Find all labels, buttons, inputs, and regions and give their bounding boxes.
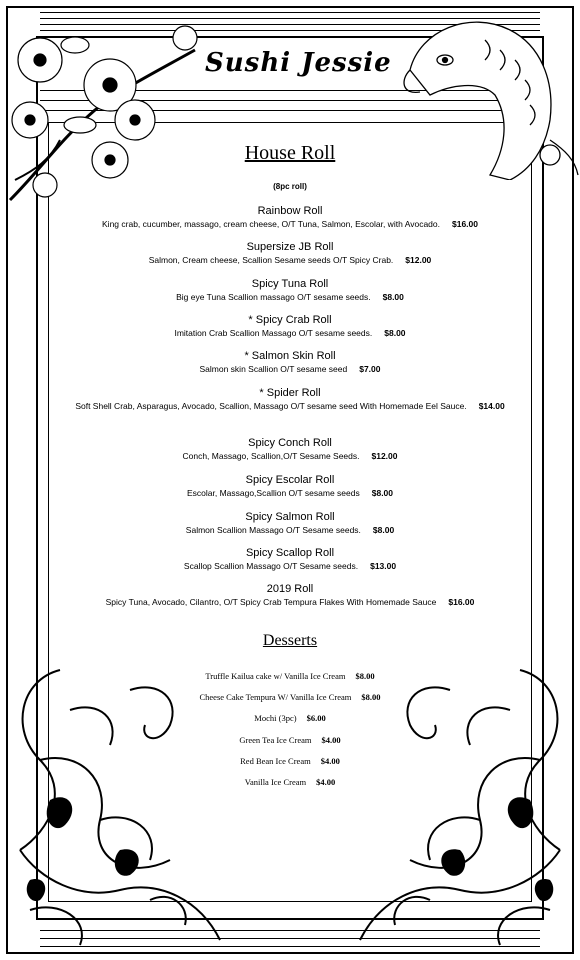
house-roll-title: House Roll xyxy=(244,142,336,164)
roll-item xyxy=(60,386,520,412)
roll-price: $16.00 xyxy=(448,597,475,607)
roll-item xyxy=(50,204,530,230)
dessert-name: Mochi (3pc) xyxy=(254,713,297,723)
roll-desc-text: Salmon Scallion Massago O/T Sesame seeds. xyxy=(185,525,361,535)
roll-desc-text: Salmon skin Scallion O/T sesame seed xyxy=(199,364,348,374)
dessert-name: Green Tea Ice Cream xyxy=(239,735,312,745)
roll-description xyxy=(60,524,520,536)
dessert-item xyxy=(0,777,580,787)
dessert-name: Truffle Kailua cake w/ Vanilla Ice Cream xyxy=(205,671,346,681)
roll-name: * Salmon Skin Roll xyxy=(244,350,336,362)
dessert-price: $4.00 xyxy=(321,735,341,745)
roll-desc-text: King crab, cucumber, massago, cream cheese, O/T Tuna, Salmon, Escolar, with Avocado. xyxy=(102,219,440,229)
roll-item xyxy=(60,436,520,462)
roll-name: Spicy Conch Roll xyxy=(248,437,332,449)
roll-name: * Spider Roll xyxy=(259,387,321,399)
roll-name: Rainbow Roll xyxy=(257,205,323,217)
roll-item xyxy=(60,277,520,303)
roll-item xyxy=(60,473,520,499)
dessert-price: $4.00 xyxy=(316,777,336,787)
roll-price: $8.00 xyxy=(384,328,406,338)
roll-desc-text: Salmon, Cream cheese, Scallion Sesame seeds O/T Spicy Crab. xyxy=(148,255,394,265)
roll-description xyxy=(50,596,530,608)
dessert-name: Red Bean Ice Cream xyxy=(240,756,311,766)
roll-name: Spicy Tuna Roll xyxy=(251,278,329,290)
dessert-item xyxy=(0,692,580,702)
roll-desc-text: Conch, Massago, Scallion,O/T Sesame Seeds. xyxy=(182,451,360,461)
roll-item xyxy=(60,313,520,339)
dessert-item xyxy=(0,713,580,723)
roll-price: $12.00 xyxy=(405,255,432,265)
roll-price: $7.00 xyxy=(359,364,381,374)
dessert-price: $8.00 xyxy=(355,671,375,681)
roll-item xyxy=(60,510,520,536)
roll-name: Spicy Escolar Roll xyxy=(245,474,335,486)
roll-description xyxy=(60,254,520,266)
roll-price: $14.00 xyxy=(478,401,505,411)
roll-description xyxy=(60,327,520,339)
roll-description xyxy=(60,400,520,412)
dessert-name: Vanilla Ice Cream xyxy=(244,777,307,787)
roll-desc-text: Big eye Tuna Scallion massago O/T sesame seeds. xyxy=(176,292,371,302)
roll-price: $8.00 xyxy=(372,525,395,535)
roll-desc-text: Scallop Scallion Massago O/T Sesame seeds. xyxy=(183,561,359,571)
dessert-item xyxy=(0,756,580,766)
roll-description xyxy=(60,560,520,572)
roll-description xyxy=(60,291,520,303)
roll-desc-text: Escolar, Massago,Scallion O/T sesame seeds xyxy=(186,488,360,498)
desserts-title: Desserts xyxy=(262,632,318,649)
roll-price: $8.00 xyxy=(371,488,394,498)
roll-description xyxy=(50,218,530,230)
roll-description xyxy=(60,487,520,499)
roll-item xyxy=(60,349,520,375)
dessert-name: Cheese Cake Tempura W/ Vanilla Ice Cream xyxy=(199,692,352,702)
restaurant-logo: Sushi Jessie xyxy=(205,48,392,78)
roll-item xyxy=(60,546,520,572)
roll-desc-text: Soft Shell Crab, Asparagus, Avocado, Scallion, Massago O/T sesame seed With Homemade Eel Sauce. xyxy=(75,401,467,411)
dessert-item xyxy=(0,671,580,681)
roll-price: $13.00 xyxy=(370,561,397,571)
dessert-price: $6.00 xyxy=(306,713,326,723)
roll-price: $12.00 xyxy=(371,451,398,461)
dessert-price: $4.00 xyxy=(320,756,340,766)
roll-item xyxy=(50,582,530,608)
roll-name: Supersize JB Roll xyxy=(246,241,334,253)
roll-price: $16.00 xyxy=(451,219,478,229)
roll-desc-text: Spicy Tuna, Avocado, Cilantro, O/T Spicy Crab Tempura Flakes With Homemade Sauce xyxy=(105,597,437,607)
roll-name: 2019 Roll xyxy=(266,583,314,595)
roll-name: Spicy Scallop Roll xyxy=(245,547,335,559)
roll-name: Spicy Salmon Roll xyxy=(245,511,335,523)
roll-desc-text: Imitation Crab Scallion Massago O/T sesame seeds. xyxy=(174,328,373,338)
roll-description xyxy=(60,450,520,462)
roll-count-note: (8pc roll) xyxy=(273,182,307,191)
roll-description xyxy=(60,363,520,375)
roll-item xyxy=(60,240,520,266)
dessert-item xyxy=(0,735,580,745)
roll-name: * Spicy Crab Roll xyxy=(248,314,332,326)
dessert-price: $8.00 xyxy=(361,692,381,702)
roll-price: $8.00 xyxy=(382,292,404,302)
